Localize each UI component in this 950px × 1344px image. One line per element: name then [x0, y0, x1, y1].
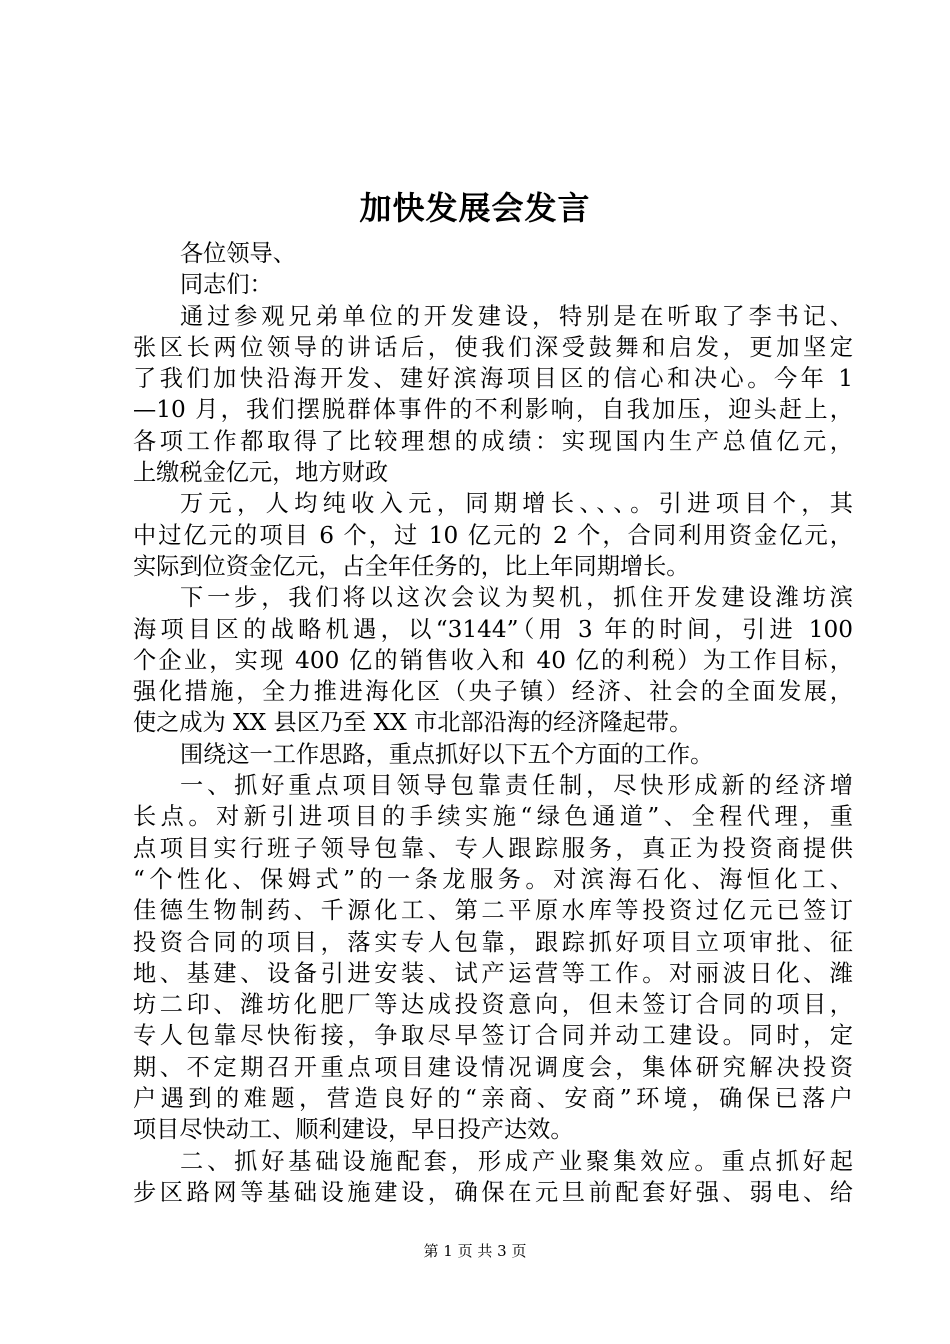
paragraph-line: “个性化、保姆式”的一条龙服务。对滨海石化、海恒化工、: [133, 865, 853, 893]
paragraph-line: 期、不定期召开重点项目建设情况调度会，集体研究解决投资: [133, 1053, 853, 1081]
paragraph-line: 一、抓好重点项目领导包靠责任制，尽快形成新的经济增: [180, 772, 853, 800]
salutation-line: 各位领导、: [180, 240, 296, 267]
document-title: 加快发展会发言: [359, 189, 591, 227]
paragraph-line: 各项工作都取得了比较理想的成绩：实现国内生产总值亿元，: [133, 427, 853, 455]
paragraph-line: 海项目区的战略机遇，以“3144”（用 3 年的时间，引进 100: [133, 615, 853, 643]
paragraph-line: 投资合同的项目，落实专人包靠，跟踪抓好项目立项审批、征: [133, 928, 853, 956]
paragraph-line: 地、基建、设备引进安装、试产运营等工作。对丽波日化、潍: [133, 959, 853, 987]
paragraph-line: 下一步，我们将以这次会议为契机，抓住开发建设潍坊滨: [180, 584, 853, 612]
paragraph-line: 中过亿元的项目 6 个，过 10 亿元的 2 个，合同利用资金亿元，: [133, 521, 853, 549]
paragraph-line: 个企业，实现 400 亿的销售收入和 40 亿的利税）为工作目标，: [133, 646, 853, 674]
paragraph-line: 了我们加快沿海开发、建好滨海项目区的信心和决心。今年 1: [133, 365, 853, 393]
paragraph-line: 上缴税金亿元，地方财政: [133, 459, 389, 487]
paragraph-line: 围绕这一工作思路，重点抓好以下五个方面的工作。: [180, 740, 714, 768]
paragraph-line: 实际到位资金亿元，占全年任务的，比上年同期增长。: [133, 552, 690, 580]
paragraph-line: 专人包靠尽快衔接，争取尽早签订合同并动工建设。同时，定: [133, 1022, 853, 1050]
paragraph-line: 使之成为 XX 县区乃至 XX 市北部沿海的经济隆起带。: [133, 709, 693, 737]
paragraph-line: 步区路网等基础设施建设，确保在元旦前配套好强、弱电、给: [133, 1178, 853, 1206]
paragraph-line: 长点。对新引进项目的手续实施“绿色通道”、全程代理，重: [133, 803, 853, 831]
paragraph-line: 佳德生物制药、千源化工、第二平原水库等投资过亿元已签订: [133, 897, 853, 925]
paragraph-line: 万元，人均纯收入元，同期增长、、、。引进项目个，其: [180, 490, 853, 518]
paragraph-line: 点项目实行班子领导包靠、专人跟踪服务，真正为投资商提供: [133, 834, 853, 862]
page-number-footer: 第 1 页 共 3 页: [423, 1242, 527, 1260]
paragraph-line: 户遇到的难题，营造良好的“亲商、安商”环境，确保已落户: [133, 1085, 853, 1113]
paragraph-line: 二、抓好基础设施配套，形成产业聚集效应。重点抓好起: [180, 1147, 853, 1175]
paragraph-line: 强化措施，全力推进海化区（央子镇）经济、社会的全面发展，: [133, 678, 853, 706]
paragraph-line: 项目尽快动工、顺利建设，早日投产达效。: [133, 1116, 574, 1144]
salutation-line: 同志们：: [180, 271, 273, 299]
document-body: [133, 238, 853, 1208]
paragraph-line: —10 月，我们摆脱群体事件的不利影响，自我加压，迎头赶上，: [133, 396, 853, 424]
paragraph-line: 通过参观兄弟单位的开发建设，特别是在听取了李书记、: [180, 302, 853, 330]
paragraph-line: 坊二印、潍坊化肥厂等达成投资意向，但未签订合同的项目，: [133, 991, 853, 1019]
paragraph-line: 张区长两位领导的讲话后，使我们深受鼓舞和启发，更加坚定: [133, 333, 853, 361]
